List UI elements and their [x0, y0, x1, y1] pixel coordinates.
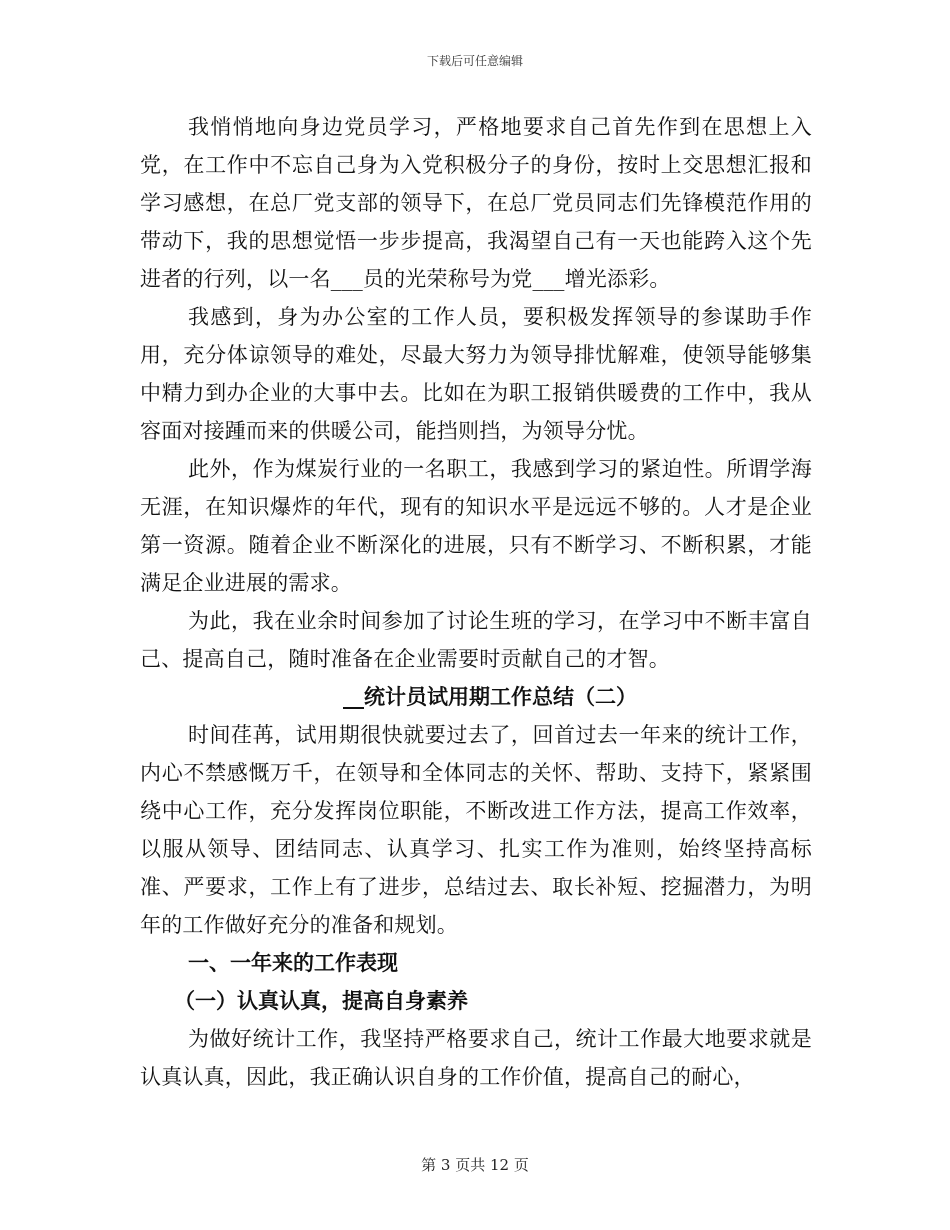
paragraph-diligence: 为做好统计工作，我坚持严格要求自己，统计工作最大地要求就是认真认真，因此，我正确认识自身的工作价值，提高自己的耐心，	[140, 1027, 812, 1089]
paragraph-party-study: 我悄悄地向身边党员学习，严格地要求自己首先作到在思想上入党，在工作中不忘自己身为入党积极分子的身份，按时上交思想汇报和学习感想，在总厂党支部的领导下，在总厂党员同志们先锋模范作用的带动下，我的思想觉悟一步步提高，我渴望自己有一天也能跨入这个先进者的行列，以一名___员的光荣称号为党___增光添彩。	[140, 115, 812, 291]
paragraph-summary-intro: 时间荏苒，试用期很快就要过去了，回首过去一年来的统计工作，内心不禁感慨万千，在领导和全体同志的关怀、帮助、支持下，紧紧围绕中心工作，充分发挥岗位职能，不断改进工作方法，提高工作效率，以服从领导、团结同志、认真学习、扎实工作为准则，始终坚持高标准、严要求，工作上有了进步，总结过去、取长补短、挖掘潜力，为明年的工作做好充分的准备和规划。	[140, 723, 812, 937]
paragraph-office-role: 我感到，身为办公室的工作人员，要积极发挥领导的参谋助手作用，充分体谅领导的难处，尽最大努力为领导排忧解难，使领导能够集中精力到办企业的大事中去。比如在为职工报销供暖费的工作中，我从容面对接踵而来的供暖公司，能挡则挡，为领导分忧。	[140, 305, 812, 443]
page-number-footer: 第 3 页共 12 页	[421, 1156, 529, 1174]
section-title: __统计员试用期工作总结（二）	[343, 684, 637, 709]
heading-level-2: （一）认真认真，提高自身素养	[174, 988, 468, 1013]
paragraph-spare-time-study: 为此，我在业余时间参加了讨论生班的学习，在学习中不断丰富自己、提高自己，随时准备在企业需要时贡献自己的才智。	[140, 609, 812, 671]
page-header-note: 下载后可任意编辑	[426, 54, 523, 68]
heading-level-1: 一、一年来的工作表现	[188, 950, 398, 975]
document-body	[140, 108, 812, 1096]
paragraph-learning-urgency: 此外，作为煤炭行业的一名职工，我感到学习的紧迫性。所谓学海无涯，在知识爆炸的年代，现有的知识水平是远远不够的。人才是企业第一资源。随着企业不断深化的进展，只有不断学习、不断积累，才能满足企业进展的需求。	[140, 457, 812, 595]
